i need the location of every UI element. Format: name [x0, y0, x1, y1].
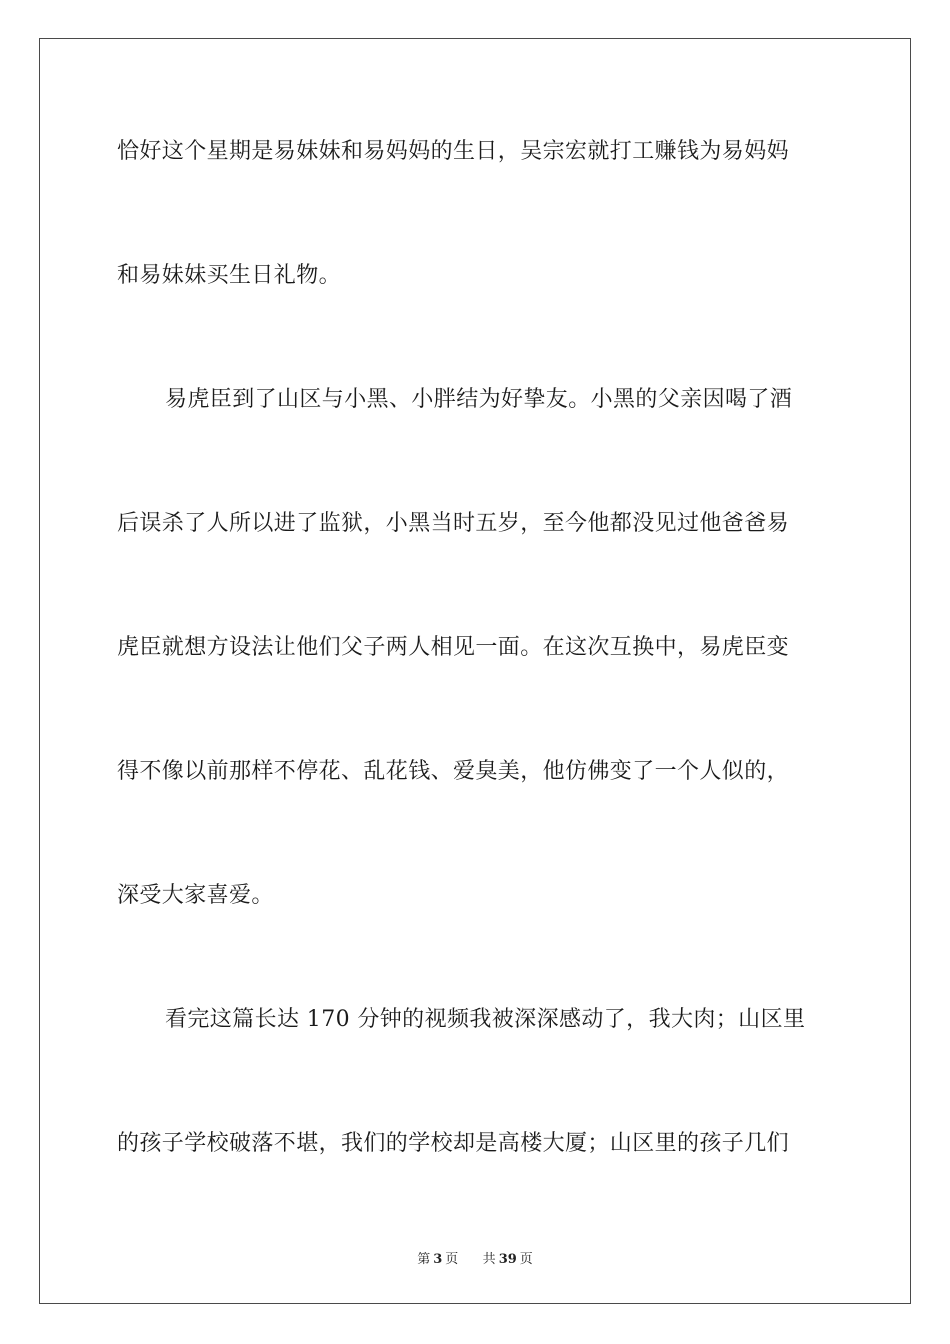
page-border: [39, 38, 911, 1304]
paragraph-line: 得不像以前那样不停花、乱花钱、爱臭美，他仿佛变了一个人似的，: [117, 759, 790, 784]
paragraph-line: 和易妹妹买生日礼物。: [117, 263, 342, 288]
page-indicator: [414, 1252, 465, 1267]
page-prefix: 第: [417, 1252, 431, 1267]
page-number: 3: [433, 1252, 443, 1267]
total-number: 39: [498, 1252, 517, 1267]
paragraph-line: 易虎臣到了山区与小黑、小胖结为好挚友。小黑的父亲因喝了酒: [165, 387, 793, 412]
page-suffix: 页: [445, 1252, 459, 1267]
paragraph-line: 后误杀了人所以进了监狱，小黑当时五岁，至今他都没见过他爸爸易: [117, 511, 790, 536]
total-pages-indicator: [480, 1252, 536, 1267]
page-footer: [0, 1248, 950, 1267]
total-suffix: 页: [519, 1252, 533, 1267]
paragraph-line: 恰好这个星期是易妹妹和易妈妈的生日，吴宗宏就打工赚钱为易妈妈: [117, 139, 790, 164]
paragraph-line: 深受大家喜爱。: [117, 883, 274, 908]
paragraph-line: 看完这篇长达 170 分钟的视频我被深深感动了，我大肉；山区里: [165, 1007, 806, 1032]
total-prefix: 共: [482, 1252, 496, 1267]
paragraph-line: 虎臣就想方设法让他们父子两人相见一面。在这次互换中，易虎臣变: [117, 635, 790, 660]
paragraph-line: 的孩子学校破落不堪，我们的学校却是高楼大厦；山区里的孩子几们: [117, 1131, 790, 1156]
